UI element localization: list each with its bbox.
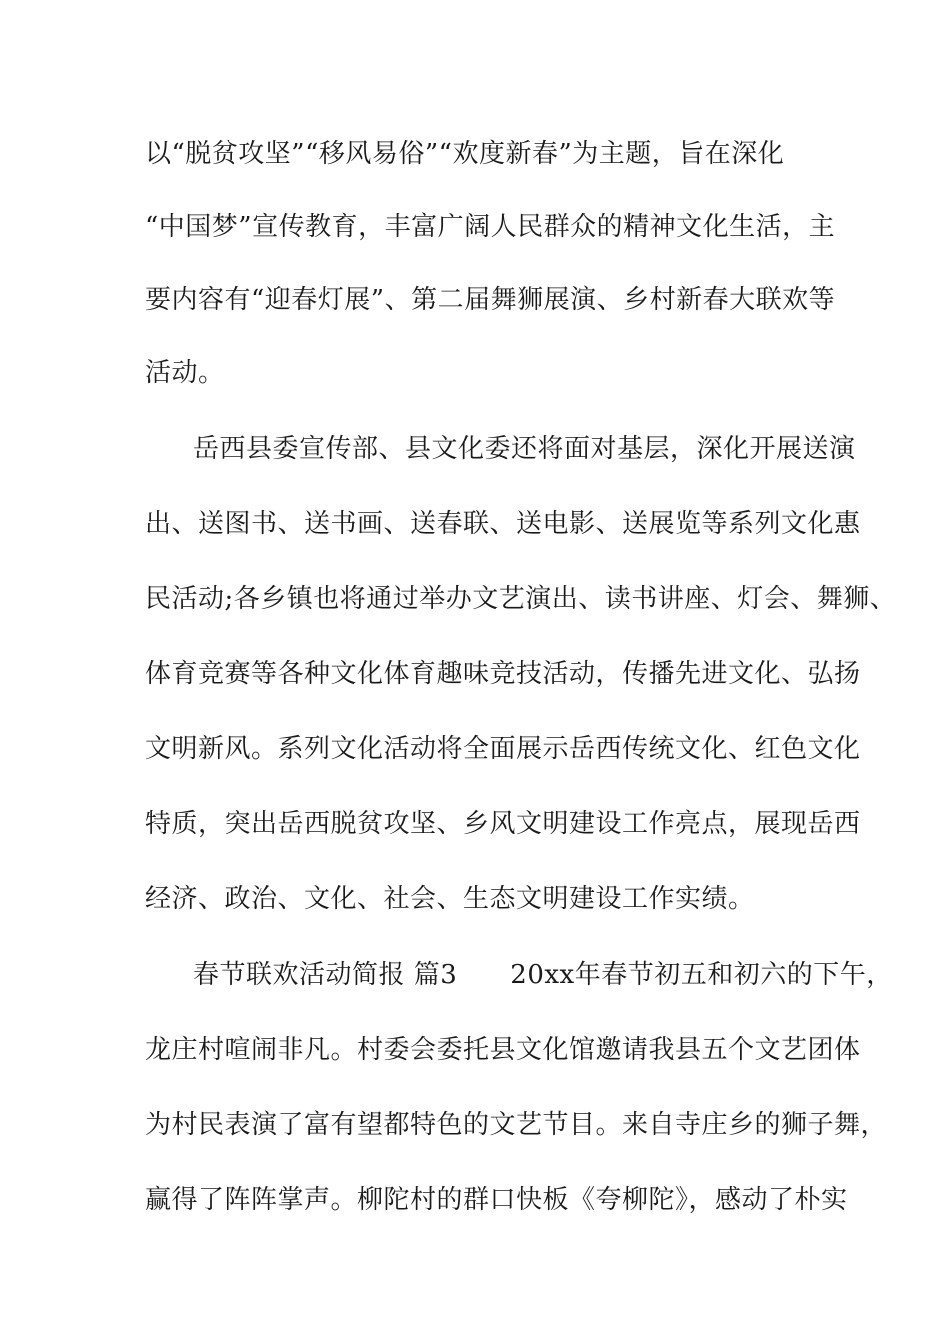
text-line: 赢得了阵阵掌声。柳陀村的群口快板《夸柳陀》，感动了朴实	[145, 1185, 848, 1215]
text-line: 要内容有“迎春灯展”、第二届舞狮展演、乡村新春大联欢等	[145, 285, 836, 315]
text-line: 民活动;各乡镇也将通过举办文艺演出、读书讲座、灯会、舞狮、	[145, 584, 897, 614]
text-line: 体育竞赛等各种文化体育趣味竞技活动，传播先进文化、弘扬	[145, 659, 861, 689]
section-heading-line: 春节联欢活动简报 篇3 20xx年春节初五和初六的下午，	[193, 960, 893, 990]
text-line: 活动。	[145, 358, 225, 388]
text-line: “中国梦”宣传教育，丰富广阔人民群众的精神文化生活，主	[145, 212, 836, 242]
text-line: 龙庄村喧闹非凡。村委会委托县文化馆邀请我县五个文艺团体	[145, 1035, 861, 1065]
text-line: 出、送图书、送书画、送春联、送电影、送展览等系列文化惠	[145, 509, 861, 539]
text-line: 特质，突出岳西脱贫攻坚、乡风文明建设工作亮点，展现岳西	[145, 809, 861, 839]
text-line: 以“脱贫攻坚”“移风易俗”“欢度新春”为主题，旨在深化	[145, 139, 785, 169]
text-line: 经济、政治、文化、社会、生态文明建设工作实绩。	[145, 884, 755, 914]
text-line: 文明新风。系列文化活动将全面展示岳西传统文化、红色文化	[145, 734, 861, 764]
paragraph-first-line: 岳西县委宣传部、县文化委还将面对基层，深化开展送演	[193, 434, 856, 464]
text-line: 为村民表演了富有望都特色的文艺节目。来自寺庄乡的狮子舞，	[145, 1110, 888, 1140]
